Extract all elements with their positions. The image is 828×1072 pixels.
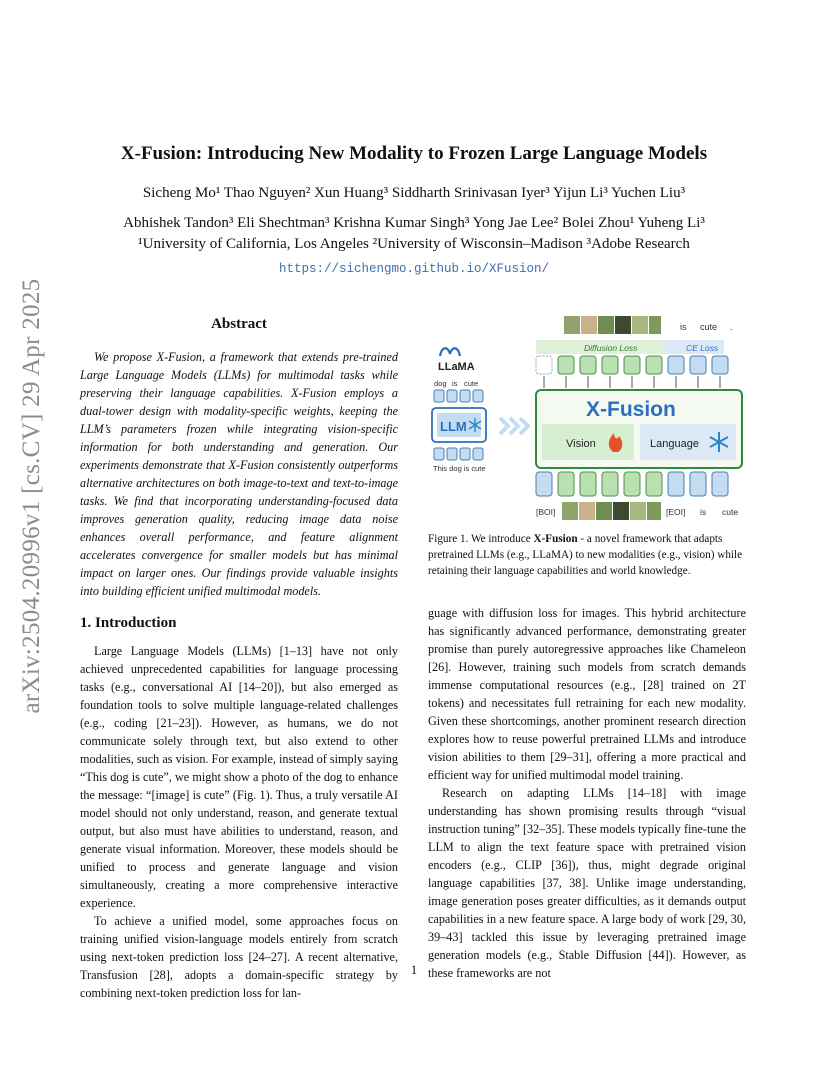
diffusion-loss-label: Diffusion Loss [584, 343, 638, 353]
section-heading: 1. Introduction [80, 615, 177, 631]
top-image-patches [564, 316, 661, 334]
bottom-token-cute: cute [722, 507, 739, 517]
authors-line-1: Sicheng Mo¹ Thao Nguyen² Xun Huang³ Siddharth Srinivasan Iyer³ Yijun Li³ Yuchen Liu³ [142, 185, 686, 201]
top-token-1: is [680, 322, 687, 332]
paper-title: X-Fusion: Introducing New Modality to Frozen Large Language Models [120, 143, 708, 164]
small-output-tokens [434, 390, 483, 402]
top-token-2: cute [700, 322, 718, 332]
input-tokens [536, 472, 728, 496]
bottom-token-is: is [700, 507, 707, 517]
project-url-link[interactable]: https://sichengmo.github.io/XFusion/ [278, 262, 550, 276]
paragraph: To achieve a unified model, some approaches focus on training unified vision-language models entirely from scratch using next-token prediction loss [24–27]. A recent alternative, Transfusion [28], adopts a domain-specific strategy by combining next-token prediction loss for lan- [80, 914, 398, 1000]
small-top-token-1: dog [434, 379, 447, 388]
small-input-tokens [434, 448, 483, 460]
small-top-token-3: cute [464, 379, 479, 388]
chevron-right-icon [500, 418, 528, 434]
llm-label: LLM [440, 419, 467, 434]
caption-prefix: Figure 1. We introduce [428, 533, 534, 545]
small-bottom-tokens: This dog is cute [433, 464, 486, 473]
output-tokens [536, 356, 728, 374]
vision-label: Vision [566, 438, 596, 450]
abstract-text: We propose X-Fusion, a framework that extends pre-trained Large Language Models (LLMs) for multimodal tasks while preserving their language capabilities. X-Fusion employs a dual-tower design with modality-specific weights, keeping the LLM’s parameters frozen while integrating vision-specific information for both understanding and generation. Our experiments demonstrate that X-Fusion consistently outperforms alternative architectures on both image-to-text and text-to-image tasks. We find that incorporating understanding-focused data improves generation quality, reducing image data noise enhances overall performance, and feature alignment accelerates convergence for smaller models but has minimal impact on larger ones. Our findings provide valuable insights into building efficient unified multimodal models. [80, 350, 398, 598]
ce-loss-label: CE Loss [686, 343, 719, 353]
llama-label: LLaMA [438, 361, 475, 373]
meta-logo-icon [440, 348, 460, 356]
arxiv-side-label [14, 278, 50, 714]
caption-rest: - a novel framework that adapts pretrained LLMs (e.g., LLaMA) to new modalities (e.g., vision) while retaining their language capabilities and world knowledge. [428, 533, 743, 577]
left-column [80, 642, 398, 1002]
top-arrows [544, 376, 720, 388]
figure-1-caption [428, 531, 746, 579]
top-token-3: . [730, 322, 733, 332]
arxiv-id-text: arXiv:2504.20996v1 [cs.CV] 29 Apr 2025 [18, 278, 45, 714]
page-number: 1 [410, 962, 418, 977]
paragraph: Research on adapting LLMs [14–18] with image understanding has shown promising results through “visual instruction tuning” [32–35]. These models typically fine-tune the LLM to align the text feature space with pretrained vision encoders (e.g., CLIP [36]), thus, might degrade original language capabilities [37, 38]. Unlike image understanding, image generation poses greater difficulties, as it demands output capabilities in a new feature space. A large body of work [29, 30, 39–43] tackled this issue by leveraging pretrained image generation models (e.g., Stable Diffusion [44]). However, as these frameworks are not [428, 786, 746, 980]
bottom-image-patches [562, 502, 661, 520]
abstract-heading: Abstract [211, 316, 267, 332]
bottom-token-eoi: [EOI] [666, 507, 686, 517]
paragraph: guage with diffusion loss for images. This hybrid architecture has significantly advanced performance, demonstrating greater promise than purely autoregressive approaches like Chameleon [26]. However, training such models from scratch demands immense computational resources (e.g., [28] trained on 2T tokens) and necessitates full retraining for each new modality. Given these shortcomings, another prominent research direction explores how to reuse powerful pretrained LLMs and introduce vision abilities to them [29–31], offering a more practical and efficient way for unified multimodal model training. [428, 606, 746, 782]
language-label: Language [650, 438, 699, 450]
right-column [428, 604, 746, 982]
affiliations: ¹University of California, Los Angeles ²University of Wisconsin–Madison ³Adobe Research [138, 236, 690, 252]
small-top-token-2: is [452, 379, 458, 388]
figure-1 [428, 312, 758, 524]
bottom-token-boi: [BOI] [536, 507, 556, 517]
paragraph: Large Language Models (LLMs) [1–13] have not only achieved unprecedented capabilities for language processing tasks (e.g., conversational AI [14–20]), but also emerged as foundation tools to solve multiple language-related challenges (e.g., coding [21–23]). However, as humans, we do not communicate solely through text, but also extend to other modalities, such as vision. For example, instead of simply saying “This dog is cute”, we might show a photo of the dog to enhance the message: “[image] is cute” (Fig. 1). Thus, a truly versatile AI model should not only understand, reason, and generate textual output, but also must have abilities to understand, reason, and generate visual information. Moreover, these models should be unified to process and generate language and vision simultaneously, creating a more comprehensive interactive experience. [80, 644, 398, 910]
xfusion-label: X-Fusion [586, 398, 676, 421]
caption-bold: X-Fusion [533, 533, 578, 545]
authors-line-2: Abhishek Tandon³ Eli Shechtman³ Krishna Kumar Singh³ Yong Jae Lee² Bolei Zhou¹ Yuheng Li³ [123, 215, 705, 231]
figure-1-diagram [428, 312, 758, 524]
